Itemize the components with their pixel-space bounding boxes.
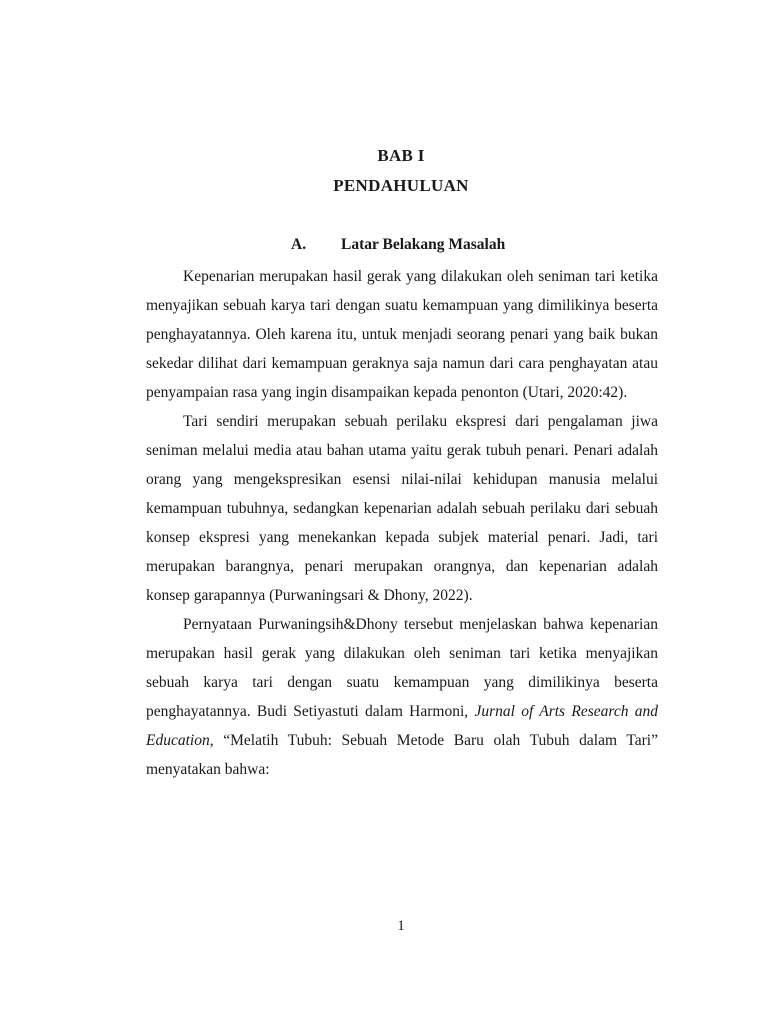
page-number: 1 xyxy=(397,918,405,934)
section-heading xyxy=(291,236,505,254)
chapter-title: PENDAHULUAN xyxy=(333,176,469,195)
paragraph: Tari sendiri merupakan sebuah perilaku ekspresi dari pengalaman jiwa seniman melalui media atau bahan utama yaitu gerak tubuh penari. Penari adalah orang yang mengekspresikan esensi nilai-nilai kehidupan manusia melalui kemampuan tubuhnya, sedangkan kepenarian adalah sebuah perilaku dari sebuah konsep ekspresi yang menekankan kepada subjek material penari. Jadi, tari merupakan barangnya, penari merupakan orangnya, dan kepenarian adalah konsep garapannya (Purwaningsari & Dhony, 2022). xyxy=(146,413,658,604)
chapter-number: BAB I xyxy=(377,146,425,165)
section-title: Latar Belakang Masalah xyxy=(341,236,506,253)
journal-title: Jurnal of Arts Research and Education xyxy=(146,703,658,749)
paragraph xyxy=(146,610,658,784)
paragraph-text: Pernyataan Purwaningsih&Dhony tersebut menjelaskan bahwa kepenarian merupakan hasil gerak yang dilakukan oleh seniman tari ketika menyajikan sebuah karya tari dengan suatu kemampuan yang dimilikinya beserta penghayatannya. Budi Setiyastuti dalam Harmoni, xyxy=(146,616,658,720)
paragraph: Kepenarian merupakan hasil gerak yang dilakukan oleh seniman tari ketika menyajikan sebuah karya tari dengan suatu kemampuan yang dimilikinya beserta penghayatannya. Oleh karena itu, untuk menjadi seorang penari yang baik bukan sekedar dilihat dari kemampuan geraknya saja namun dari cara penghayatan atau penyampaian rasa yang ingin disampaikan kepada penonton (Utari, 2020:42). xyxy=(146,268,658,401)
paragraph-text: , “Melatih Tubuh: Sebuah Metode Baru olah Tubuh dalam Tari” menyatakan bahwa: xyxy=(146,732,658,778)
section-number: A. xyxy=(291,236,307,253)
body-text xyxy=(146,262,658,784)
